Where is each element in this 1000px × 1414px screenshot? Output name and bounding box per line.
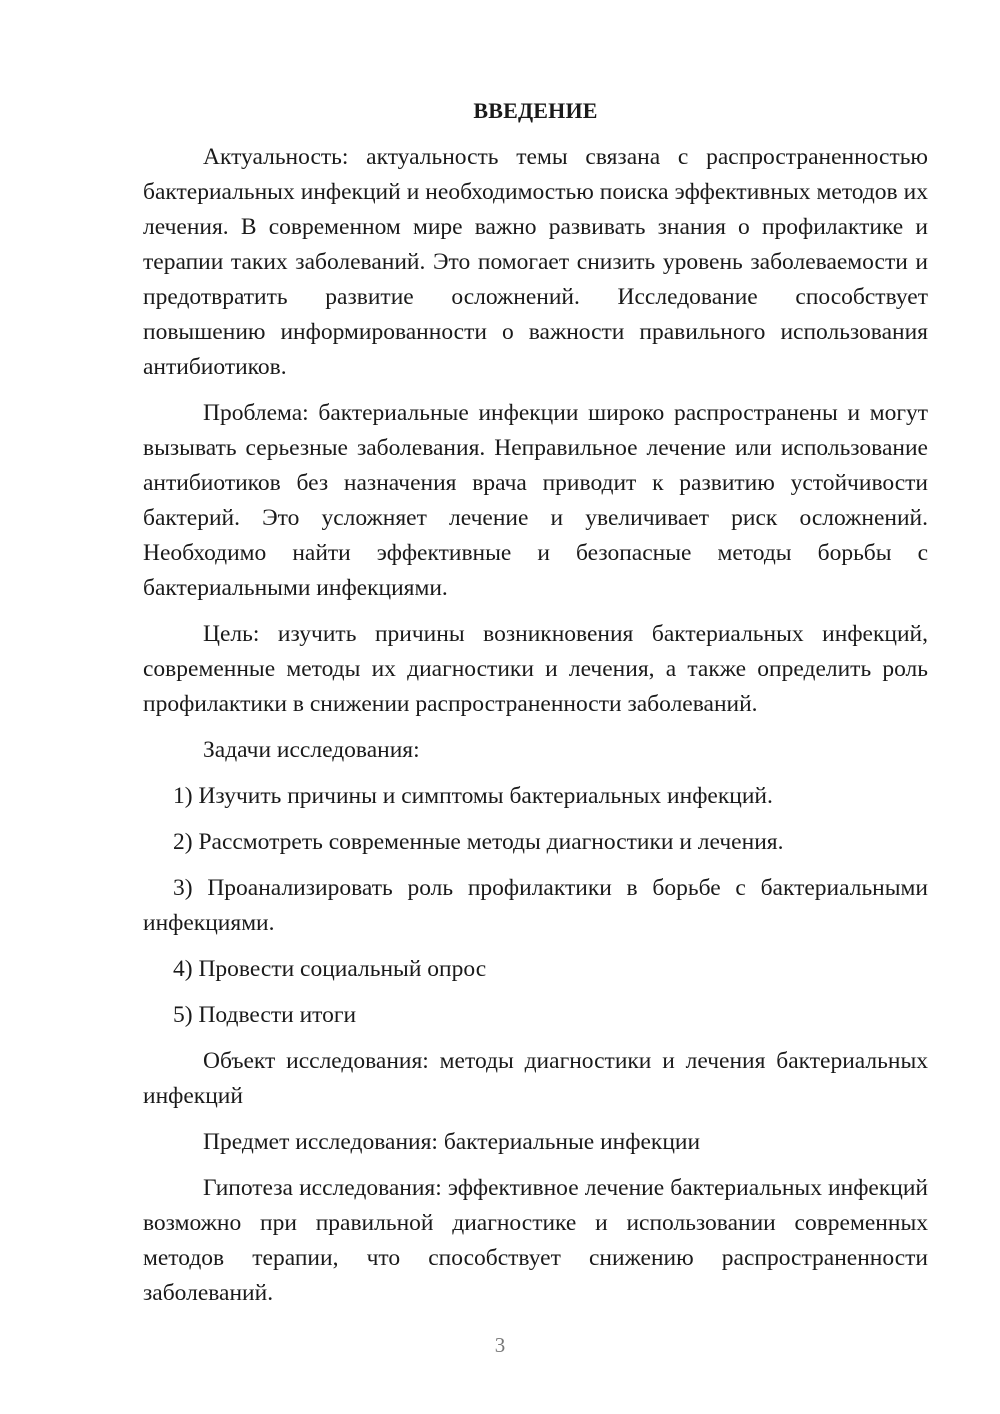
paragraph-relevance: Актуальность: актуальность темы связана с распространенностью бактериальных инфекций и необходимостью поиска эффективных методов их лечения. В современном мире важно развивать знания о профилактике и терапии таких заболеваний. Это помогает снизить уровень заболеваемости и предотвратить развитие осложнений. Исследование способствует повышению информированности о важности правильного использования антибиотиков.: [143, 144, 928, 380]
document-page: [143, 93, 928, 1322]
page-title: ВВЕДЕНИЕ: [473, 98, 598, 123]
paragraph-goal: Цель: изучить причины возникновения бактериальных инфекций, современные методы их диагностики и лечения, а также определить роль профилактики в снижении распространенности заболеваний.: [143, 621, 928, 717]
task-item-3: 3) Проанализировать роль профилактики в борьбе с бактериальными инфекциями.: [143, 875, 928, 936]
paragraph-subject: Предмет исследования: бактериальные инфекции: [203, 1129, 701, 1155]
task-item-1: 1) Изучить причины и симптомы бактериальных инфекций.: [173, 783, 773, 809]
paragraph-object: Объект исследования: методы диагностики и лечения бактериальных инфекций: [143, 1048, 928, 1109]
page-number: 3: [494, 1333, 506, 1357]
task-item-4: 4) Провести социальный опрос: [173, 956, 487, 982]
paragraph-problem: Проблема: бактериальные инфекции широко распространены и могут вызывать серьезные заболевания. Неправильное лечение или использование антибиотиков без назначения врача приводит к развитию устойчивости бактерий. Это усложняет лечение и увеличивает риск осложнений. Необходимо найти эффективные и безопасные методы борьбы с бактериальными инфекциями.: [143, 400, 928, 601]
tasks-heading: Задачи исследования:: [203, 737, 420, 763]
task-item-5: 5) Подвести итоги: [173, 1002, 357, 1028]
task-item-2: 2) Рассмотреть современные методы диагностики и лечения.: [173, 829, 784, 855]
paragraph-hypothesis: Гипотеза исследования: эффективное лечение бактериальных инфекций возможно при правильной диагностике и использовании современных методов терапии, что способствует снижению распространенности заболеваний.: [143, 1175, 928, 1306]
